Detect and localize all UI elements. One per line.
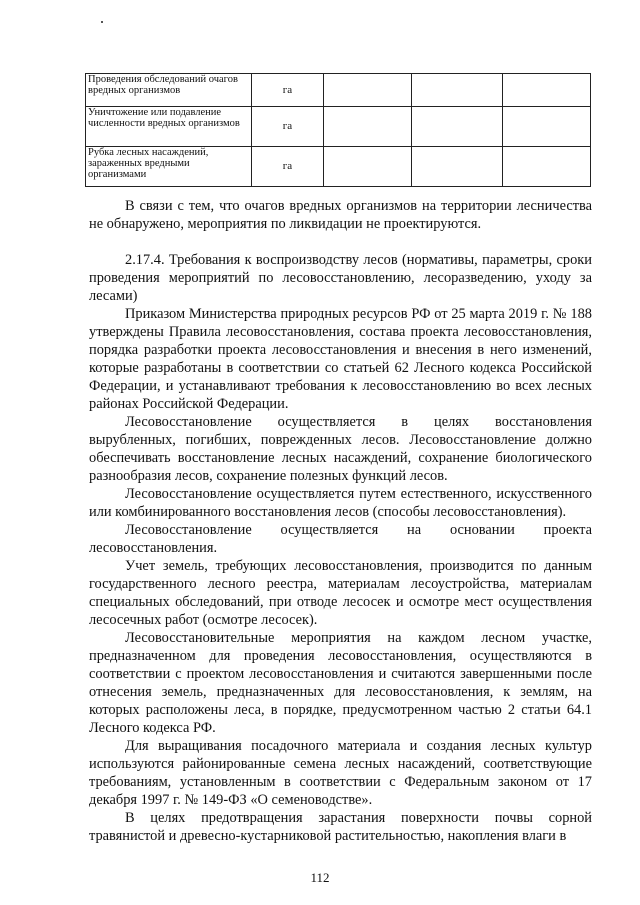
paragraph: Лесовосстановительные мероприятия на каждом лесном участке, предназначенном для проведения лесовосстановления, осуществляются в соответствии с проектом лесовосстановления и считаются завершенными после отнесения земель, предназначенных для лесовосстановления, к землям, на которых расположены леса, в порядке, предусмотренном частью 2 статьи 64.1 Лесного кодекса РФ.	[89, 630, 592, 736]
activity-cell: Рубка лесных насаждений, зараженных вредными организмами	[86, 147, 252, 187]
table-row	[86, 147, 591, 187]
scan-speck	[101, 21, 103, 23]
document-body	[89, 197, 592, 845]
empty-cell	[503, 147, 591, 187]
paragraph: Для выращивания посадочного материала и создания лесных культур используются районированные семена лесных насаждений, соответствующие требованиям, установленным в соответствии с Федеральным законом от 17 декабря 1997 г. № 149-ФЗ «О семеноводстве».	[89, 738, 592, 808]
empty-cell	[412, 147, 503, 187]
table-row	[86, 107, 591, 147]
page-number: 112	[310, 870, 330, 885]
activity-cell: Проведения обследований очагов вредных организмов	[86, 74, 252, 107]
empty-cell	[412, 107, 503, 147]
paragraph: В связи с тем, что очагов вредных организмов на территории лесничества не обнаружено, мероприятия по ликвидации не проектируются.	[89, 198, 592, 232]
table-row	[86, 74, 591, 107]
measures-table	[85, 73, 591, 187]
empty-cell	[324, 147, 412, 187]
paragraph: Приказом Министерства природных ресурсов РФ от 25 марта 2019 г. № 188 утверждены Правила лесовосстановления, состава проекта лесовосстановления, порядка разработки проекта лесовосстановления и внесения в него изменений, которые разработаны в соответствии со статьей 62 Лесного кодекса Российской Федерации, и устанавливают требования к лесовосстановлению во всех лесных районах Российской Федерации.	[89, 306, 592, 412]
empty-cell	[503, 107, 591, 147]
section-heading: 2.17.4. Требования к воспроизводству лесов (нормативы, параметры, сроки проведения мероприятий по лесовосстановлению, лесоразведению, уходу за лесами)	[89, 252, 592, 304]
activity-cell: Уничтожение или подавление численности вредных организмов	[86, 107, 252, 147]
paragraph: Лесовосстановление осуществляется путем естественного, искусственного или комбинированного восстановления лесов (способы лесовосстановления).	[89, 486, 592, 520]
empty-cell	[324, 74, 412, 107]
unit-cell: га	[252, 147, 324, 187]
paragraph: Лесовосстановление осуществляется в целях восстановления вырубленных, погибших, поврежденных лесов. Лесовосстановление должно обеспечивать восстановление лесных насаждений, сохранение биологического разнообразия лесов, сохранение полезных функций лесов.	[89, 414, 592, 484]
empty-cell	[324, 107, 412, 147]
empty-cell	[412, 74, 503, 107]
paragraph: В целях предотвращения зарастания поверхности почвы сорной травянистой и древесно-кустарниковой растительностью, накопления влаги в	[89, 810, 592, 844]
unit-cell: га	[252, 74, 324, 107]
unit-cell: га	[252, 107, 324, 147]
paragraph: Учет земель, требующих лесовосстановления, производится по данным государственного лесного реестра, материалам лесоустройства, материалам специальных обследований, при отводе лесосек и осмотре мест осуществления лесосечных работ (осмотре лесосек).	[89, 558, 592, 628]
empty-cell	[503, 74, 591, 107]
paragraph: Лесовосстановление осуществляется на основании проекта лесовосстановления.	[89, 522, 592, 556]
